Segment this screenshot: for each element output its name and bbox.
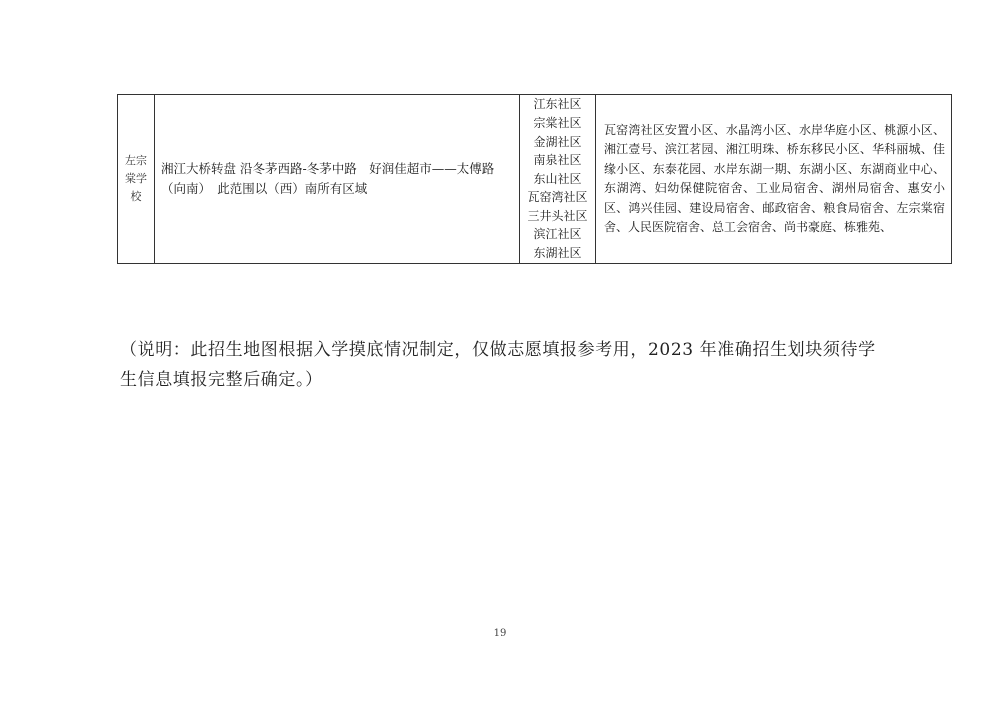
list-item: 南泉社区 bbox=[533, 153, 582, 168]
list-item: 东山社区 bbox=[533, 171, 582, 186]
enrollment-zone-table bbox=[117, 94, 952, 264]
zone-range-text: 湘江大桥转盘 沿冬茅西路-冬茅中路 好润佳超市——太傅路（向南） 此范围以（西）南所有区域 bbox=[161, 161, 495, 196]
residence-list-text: 瓦窑湾社区安置小区、水晶湾小区、水岸华庭小区、桃源小区、湘江壹号、滨江茗园、湘江明珠、桥东移民小区、华科丽城、佳缘小区、东泰花园、水岸东湖一期、东湖小区、东湖商业中心、东湖湾、妇幼保健院宿舍、工业局宿舍、湖州局宿舍、惠安小区、鸿兴佳园、建设局宿舍、邮政宿舍、粮食局宿舍、左宗棠宿舍、人民医院宿舍、总工会宿舍、尚书豪庭、栋雅苑、 bbox=[604, 122, 945, 234]
residence-cell bbox=[596, 95, 952, 264]
page-number: 19 bbox=[493, 628, 507, 639]
list-item: 江东社区 bbox=[533, 97, 582, 112]
community-list bbox=[520, 95, 595, 262]
explanatory-note: （说明：此招生地图根据入学摸底情况制定，仅做志愿填报参考用，2023 年准确招生划块须待学生信息填报完整后确定。） bbox=[120, 340, 876, 390]
list-item: 滨江社区 bbox=[533, 227, 582, 242]
table-row bbox=[118, 95, 952, 264]
list-item: 宗棠社区 bbox=[533, 115, 582, 130]
list-item: 金湖社区 bbox=[533, 134, 582, 149]
school-name: 左宗棠学校 bbox=[125, 154, 147, 203]
community-cell bbox=[520, 95, 596, 264]
list-item: 瓦窑湾社区 bbox=[527, 190, 588, 205]
list-item: 东湖社区 bbox=[533, 246, 582, 261]
range-cell bbox=[155, 95, 520, 264]
list-item: 三井头社区 bbox=[527, 208, 588, 223]
school-cell bbox=[118, 95, 155, 264]
